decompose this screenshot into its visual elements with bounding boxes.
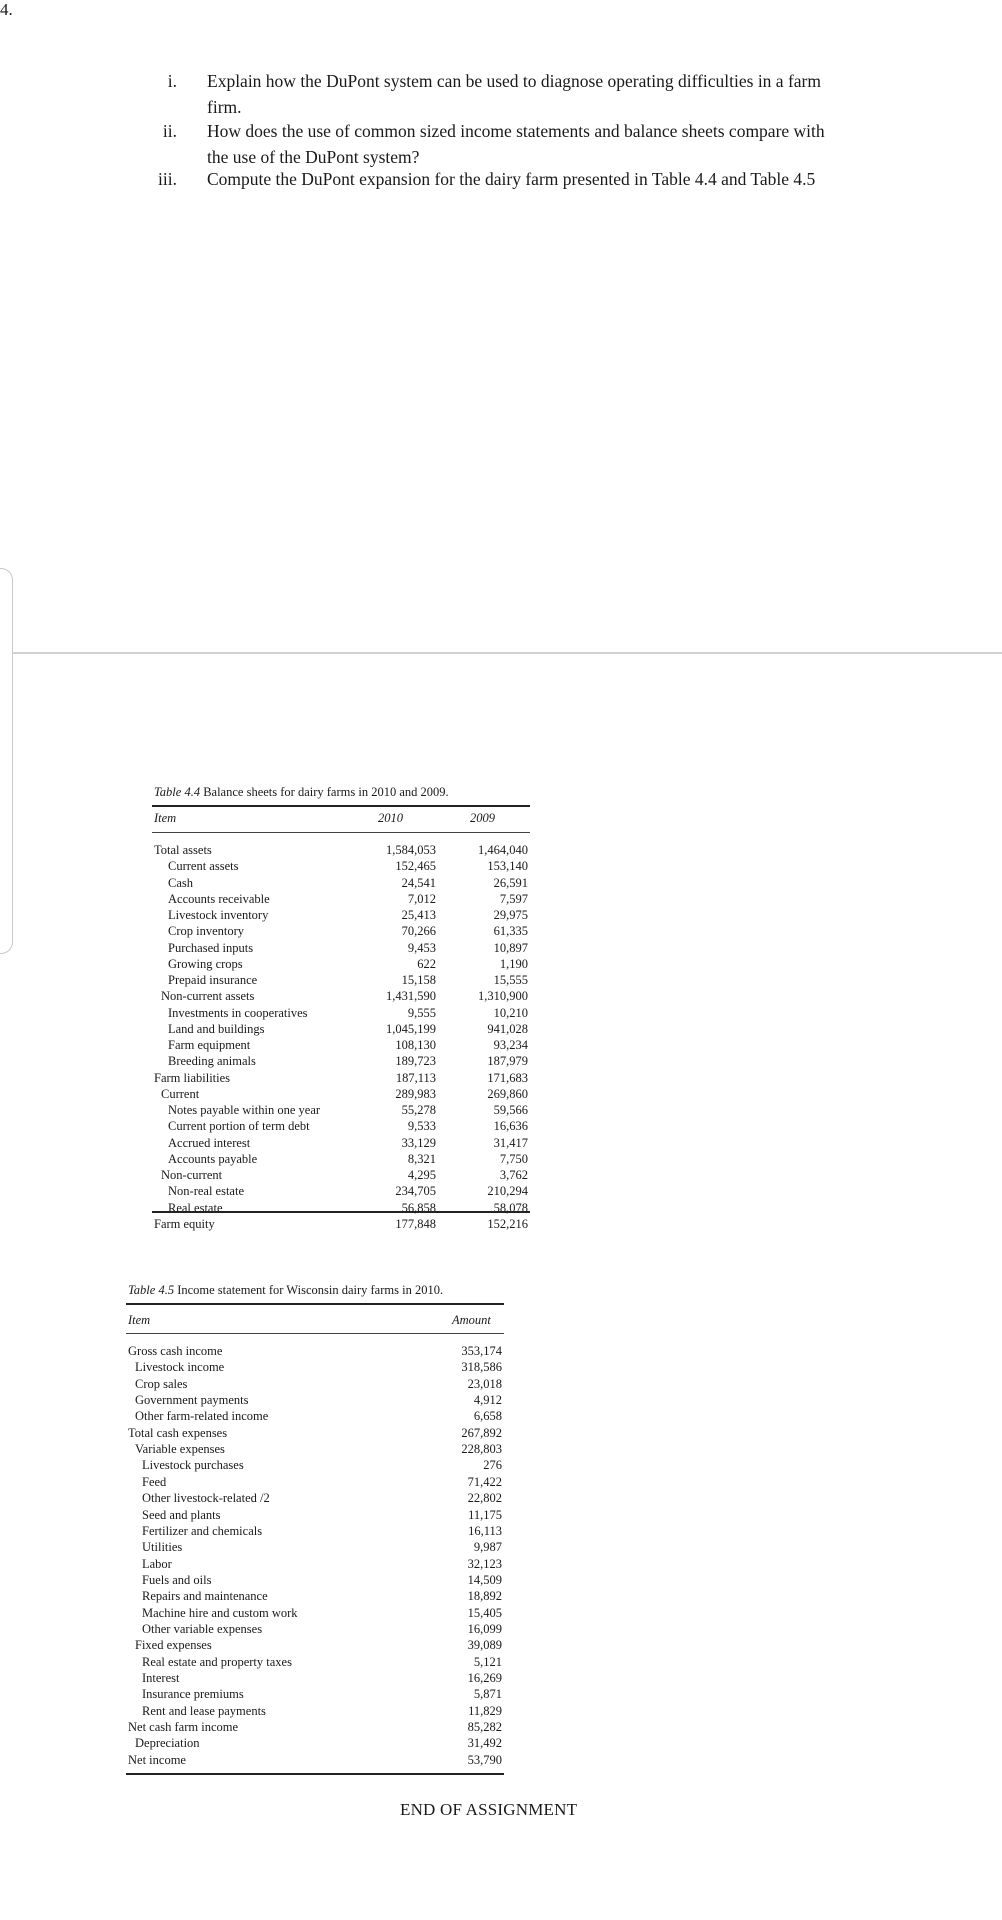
table-row-item: Accounts receivable (168, 891, 270, 906)
table-cell-2009: 3,762 (499, 1168, 528, 1182)
table-cell-2010: 4,295 (407, 1168, 436, 1182)
table-cell-2010: 25,413 (401, 908, 436, 922)
table-cell-2010: 55,278 (401, 1103, 436, 1117)
table-row-item: Fuels and oils (142, 1572, 212, 1587)
table-cell-2010: 7,012 (407, 891, 436, 906)
table-row-item: Farm equipment (168, 1038, 251, 1052)
table-row-item: Real estate (168, 1200, 223, 1215)
table-4-4-header-item: Item (154, 811, 177, 825)
table-row-item: Non-current assets (161, 989, 255, 1004)
table-row-item: Investments in cooperatives (168, 1005, 308, 1020)
table-cell-2009: 187,979 (487, 1054, 528, 1069)
table-row-item: Net cash farm income (128, 1720, 239, 1735)
table-cell-amount: 23,018 (467, 1376, 502, 1391)
table-row-item: Farm equity (154, 1216, 215, 1231)
table-row-item: Total cash expenses (128, 1425, 228, 1440)
table-cell-2010: 9,453 (407, 940, 436, 955)
table-4-5-top-rule (126, 1303, 504, 1305)
table-cell-2010: 1,431,590 (386, 989, 436, 1004)
table-row-item: Breeding animals (168, 1054, 256, 1069)
table-cell-amount: 11,829 (468, 1703, 502, 1718)
table-row-item: Seed and plants (142, 1507, 221, 1522)
table-row-item: Land and buildings (168, 1021, 265, 1036)
table-row-item: Accrued interest (168, 1135, 251, 1150)
table-cell-2009: 93,234 (493, 1038, 528, 1052)
table-4-5-caption-label: Table 4.5 (128, 1283, 175, 1297)
question-line: How does the use of common sized income statements and balance sheets compare with (207, 121, 825, 141)
table-cell-amount: 4,912 (473, 1393, 502, 1408)
table-4-4-header-2010: 2010 (378, 811, 403, 825)
table-row-item: Interest (142, 1671, 180, 1685)
table-cell-amount: 18,892 (467, 1589, 502, 1604)
table-cell-amount: 53,790 (467, 1752, 502, 1767)
table-cell-2009: 59,566 (493, 1103, 528, 1117)
table-4-5-header-rule (126, 1333, 504, 1334)
table-row-item: Farm liabilities (154, 1070, 231, 1085)
table-cell-amount: 32,123 (467, 1556, 502, 1571)
table-row-item: Livestock income (135, 1360, 225, 1375)
table-cell-2009: 29,975 (493, 908, 528, 922)
table-cell-2010: 33,129 (401, 1135, 436, 1150)
table-cell-2010: 152,465 (395, 859, 436, 874)
table-cell-2009: 7,597 (499, 891, 528, 906)
table-row-item: Livestock purchases (142, 1458, 244, 1473)
table-4-5-bottom-rule (126, 1773, 504, 1775)
table-cell-amount: 267,892 (461, 1425, 502, 1440)
table-cell-amount: 14,509 (467, 1572, 502, 1587)
table-cell-2010: 9,533 (407, 1119, 436, 1134)
table-cell-2010: 108,130 (395, 1038, 436, 1052)
table-row-item: Labor (142, 1556, 172, 1571)
table-row-item: Other farm-related income (135, 1409, 269, 1424)
table-row-item: Total assets (154, 843, 212, 857)
question-part-text (207, 166, 897, 192)
table-cell-2010: 189,723 (395, 1054, 436, 1069)
table-cell-amount: 15,405 (467, 1605, 502, 1620)
table-row-item: Other livestock-related /2 (142, 1491, 270, 1506)
table-cell-2009: 269,860 (487, 1086, 528, 1101)
table-row-item: Rent and lease payments (142, 1703, 266, 1718)
table-4-5-header-amount: Amount (452, 1313, 491, 1327)
table-cell-2010: 234,705 (395, 1184, 436, 1199)
table-cell-amount: 353,174 (461, 1344, 502, 1358)
table-cell-2009: 16,636 (493, 1119, 528, 1134)
table-cell-2009: 15,555 (493, 973, 528, 987)
table-row-item: Cash (168, 875, 193, 890)
table-row-item: Non-current (161, 1168, 223, 1182)
table-row-item: Net income (128, 1752, 186, 1767)
table-cell-amount: 71,422 (467, 1474, 502, 1489)
table-row-item: Depreciation (135, 1736, 200, 1751)
table-4-4-caption (154, 785, 449, 800)
question-part-numeral: ii. (162, 121, 177, 141)
table-4-4-bottom-rule (152, 1211, 530, 1213)
table-cell-2009: 152,216 (487, 1216, 528, 1231)
table-cell-2010: 15,158 (401, 973, 436, 987)
table-row-item: Feed (142, 1474, 167, 1489)
table-cell-amount: 16,099 (467, 1621, 502, 1636)
table-cell-2009: 1,464,040 (478, 843, 528, 857)
table-row-item: Government payments (135, 1393, 249, 1408)
table-cell-2009: 26,591 (493, 875, 528, 890)
table-cell-amount: 22,802 (467, 1491, 502, 1506)
table-4-5-caption (128, 1283, 443, 1298)
table-cell-amount: 16,269 (467, 1671, 502, 1685)
table-4-4-header-2009: 2009 (470, 811, 495, 825)
table-cell-2010: 1,045,199 (386, 1021, 436, 1036)
table-row-item: Machine hire and custom work (142, 1605, 298, 1620)
table-cell-2010: 289,983 (395, 1086, 436, 1101)
table-cell-2010: 1,584,053 (386, 843, 436, 857)
table-cell-2009: 10,210 (493, 1005, 528, 1020)
table-4-4-top-rule (152, 805, 530, 807)
table-4-4-caption-label: Table 4.4 (154, 785, 201, 799)
table-4-5-caption-text: Income statement for Wisconsin dairy farms in 2010. (174, 1283, 444, 1297)
horizontal-divider (12, 652, 1002, 654)
end-of-assignment: END OF ASSIGNMENT (400, 1800, 578, 1819)
table-row-item: Livestock inventory (168, 908, 269, 922)
table-cell-amount: 228,803 (461, 1442, 502, 1457)
table-cell-2009: 7,750 (499, 1151, 528, 1166)
table-cell-2010: 187,113 (395, 1070, 436, 1085)
table-cell-2010: 177,848 (395, 1216, 436, 1231)
question-part-numeral: i. (167, 71, 177, 91)
table-cell-amount: 6,658 (473, 1409, 502, 1424)
question-number: 4. (0, 0, 13, 19)
table-row-item: Insurance premiums (142, 1687, 244, 1702)
table-cell-amount: 5,121 (473, 1654, 502, 1669)
table-cell-2010: 56,858 (401, 1200, 436, 1215)
table-4-5-header-item: Item (128, 1313, 151, 1327)
table-row-item: Accounts payable (168, 1151, 258, 1166)
table-row-item: Real estate and property taxes (142, 1654, 292, 1669)
left-frame-edge (0, 568, 13, 954)
table-cell-2009: 10,897 (493, 940, 528, 955)
table-row-item: Fertilizer and chemicals (142, 1523, 263, 1538)
table-cell-amount: 85,282 (467, 1720, 502, 1735)
table-row-item: Current assets (168, 859, 239, 874)
table-cell-2009: 1,190 (499, 956, 528, 971)
question-line: Explain how the DuPont system can be used to diagnose operating difficulties in a farm (207, 71, 821, 91)
question-line: Compute the DuPont expansion for the dairy farm presented in Table 4.4 and Table 4.5 (207, 169, 816, 189)
table-row-item: Purchased inputs (168, 940, 254, 955)
table-4-4-caption-text: Balance sheets for dairy farms in 2010 and 2009. (200, 785, 449, 799)
table-cell-2009: 61,335 (493, 924, 528, 939)
table-cell-amount: 318,586 (461, 1360, 502, 1375)
table-row-item: Crop sales (135, 1376, 188, 1391)
table-cell-2010: 622 (417, 956, 436, 971)
table-cell-2009: 58,078 (493, 1200, 528, 1215)
question-line: the use of the DuPont system? (207, 147, 420, 167)
question-part-text (207, 68, 897, 120)
table-row-item: Current portion of term debt (168, 1119, 310, 1134)
table-cell-amount: 16,113 (468, 1523, 502, 1538)
table-row-item: Fixed expenses (135, 1638, 212, 1653)
table-cell-amount: 11,175 (468, 1507, 502, 1522)
table-4-4-header-rule (152, 832, 530, 833)
table-cell-2009: 153,140 (487, 859, 528, 874)
table-cell-2009: 210,294 (487, 1184, 528, 1199)
table-cell-2009: 941,028 (487, 1021, 528, 1036)
question-part-numeral: iii. (158, 169, 177, 189)
table-row-item: Notes payable within one year (168, 1103, 321, 1117)
table-cell-2010: 24,541 (401, 875, 436, 890)
table-cell-2009: 1,310,900 (478, 989, 528, 1004)
table-row-item: Prepaid insurance (168, 973, 258, 987)
table-cell-2010: 8,321 (407, 1151, 436, 1166)
table-cell-amount: 5,871 (473, 1687, 502, 1702)
table-cell-amount: 39,089 (467, 1638, 502, 1653)
table-row-item: Current (161, 1086, 200, 1101)
table-row-item: Repairs and maintenance (142, 1589, 268, 1604)
table-cell-2009: 31,417 (493, 1135, 528, 1150)
table-cell-amount: 31,492 (467, 1736, 502, 1751)
table-cell-2009: 171,683 (487, 1070, 528, 1085)
table-row-item: Variable expenses (135, 1442, 225, 1457)
table-row-item: Non-real estate (168, 1184, 245, 1199)
table-cell-2010: 9,555 (407, 1005, 436, 1020)
table-row-item: Gross cash income (128, 1344, 223, 1358)
question-part-text (207, 118, 897, 170)
table-cell-amount: 276 (483, 1458, 502, 1473)
table-row-item: Other variable expenses (142, 1621, 263, 1636)
table-cell-amount: 9,987 (473, 1540, 502, 1555)
table-cell-2010: 70,266 (401, 924, 436, 939)
table-row-item: Utilities (142, 1540, 183, 1555)
table-row-item: Crop inventory (168, 924, 245, 939)
table-row-item: Growing crops (168, 956, 243, 971)
question-line: firm. (207, 97, 242, 117)
